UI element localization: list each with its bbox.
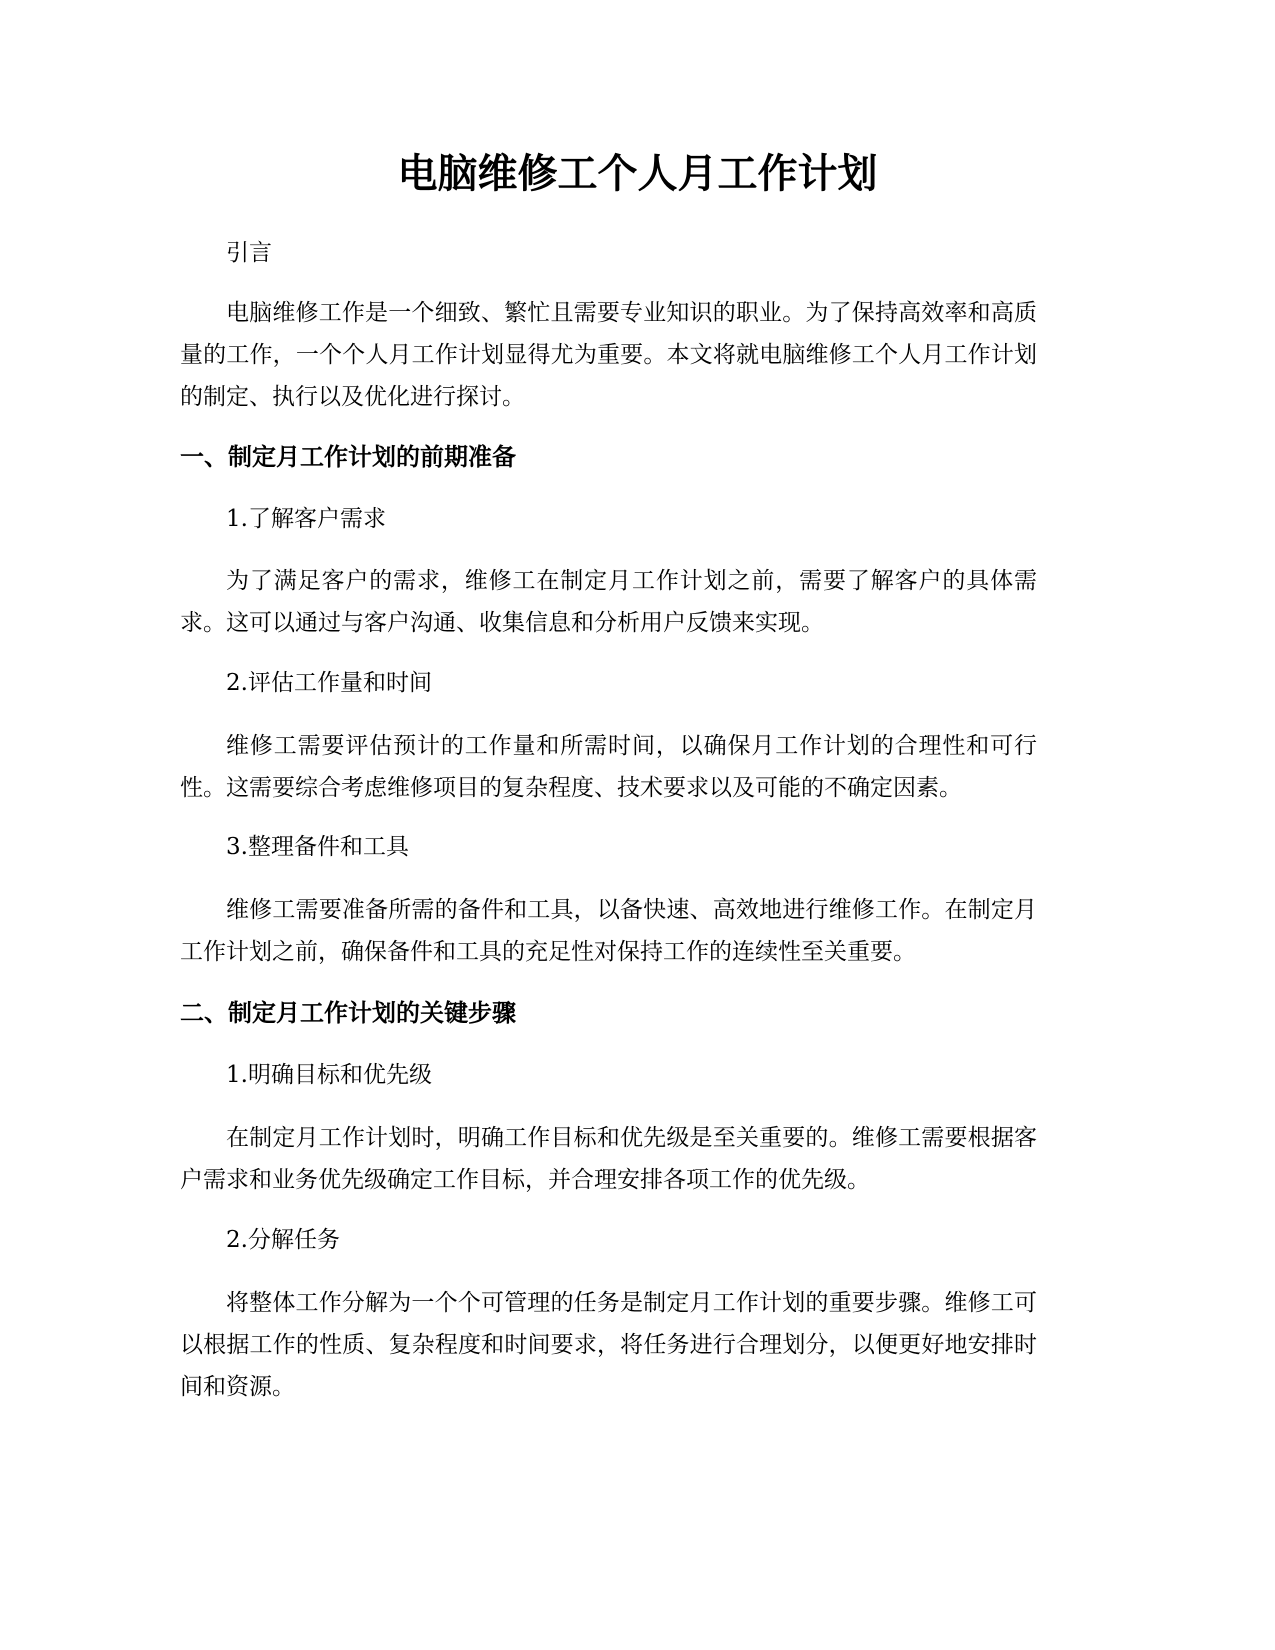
intro-paragraph: 电脑维修工作是一个细致、繁忙且需要专业知识的职业。为了保持高效率和高质量的工作，一个个人月工作计划显得尤为重要。本文将就电脑维修工个人月工作计划的制定、执行以及优化进行探讨。 bbox=[180, 300, 1037, 410]
paragraph-1-3: 维修工需要准备所需的备件和工具，以备快速、高效地进行维修工作。在制定月工作计划之前，确保备件和工具的充足性对保持工作的连续性至关重要。 bbox=[180, 897, 1037, 965]
subheading-2-2: 2.分解任务 bbox=[226, 1227, 340, 1253]
subheading-1-2: 2.评估工作量和时间 bbox=[226, 670, 432, 696]
paragraph-2-1: 在制定月工作计划时，明确工作目标和优先级是至关重要的。维修工需要根据客户需求和业务优先级确定工作目标，并合理安排各项工作的优先级。 bbox=[180, 1125, 1037, 1193]
section-heading-2: 二、制定月工作计划的关键步骤 bbox=[180, 999, 516, 1027]
section-heading-1: 一、制定月工作计划的前期准备 bbox=[180, 443, 516, 471]
paragraph-1-1: 为了满足客户的需求，维修工在制定月工作计划之前，需要了解客户的具体需求。这可以通过与客户沟通、收集信息和分析用户反馈来实现。 bbox=[180, 568, 1037, 636]
paragraph-1-2: 维修工需要评估预计的工作量和所需时间，以确保月工作计划的合理性和可行性。这需要综合考虑维修项目的复杂程度、技术要求以及可能的不确定因素。 bbox=[180, 733, 1037, 801]
document-title: 电脑维修工个人月工作计划 bbox=[397, 151, 878, 197]
paragraph-2-2: 将整体工作分解为一个个可管理的任务是制定月工作计划的重要步骤。维修工可以根据工作的性质、复杂程度和时间要求，将任务进行合理划分，以便更好地安排时间和资源。 bbox=[180, 1290, 1037, 1400]
subheading-1-1: 1.了解客户需求 bbox=[226, 506, 386, 532]
subheading-2-1: 1.明确目标和优先级 bbox=[226, 1062, 432, 1088]
intro-heading: 引言 bbox=[226, 240, 272, 266]
subheading-1-3: 3.整理备件和工具 bbox=[226, 834, 409, 860]
